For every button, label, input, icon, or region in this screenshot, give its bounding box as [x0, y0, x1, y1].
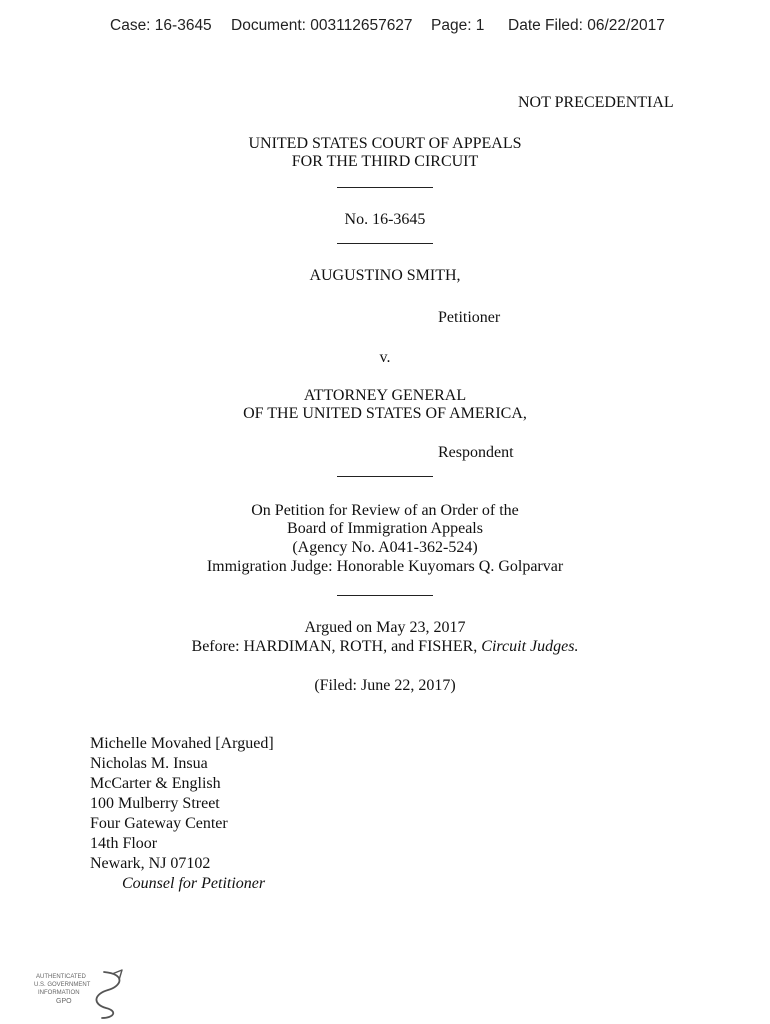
precedential-status: NOT PRECEDENTIAL — [518, 94, 674, 111]
immigration-judge: Immigration Judge: Honorable Kuyomars Q. Golparvar — [206, 558, 564, 575]
date-filed: Date Filed: 06/22/2017 — [508, 17, 665, 34]
docket-number: No. 16-3645 — [344, 211, 426, 228]
panel-line — [0, 637, 770, 657]
case-number: Case: 16-3645 — [110, 17, 212, 34]
separator-rule — [337, 595, 433, 596]
respondent-role: Respondent — [438, 444, 514, 461]
counsel-line: McCarter & English — [90, 775, 221, 792]
counsel-line: 14th Floor — [90, 835, 158, 852]
counsel-role: Counsel for Petitioner — [122, 875, 266, 892]
petitioner-name: AUGUSTINO SMITH, — [309, 267, 461, 284]
counsel-line: Newark, NJ 07102 — [90, 855, 211, 872]
counsel-line: Michelle Movahed [Argued] — [90, 735, 274, 752]
petitioner-role: Petitioner — [438, 309, 501, 326]
agency-number: (Agency No. A041-362-524) — [292, 539, 478, 556]
document-number: Document: 003112657627 — [231, 17, 413, 34]
seal-line3: INFORMATION — [38, 990, 80, 996]
argued-date: Argued on May 23, 2017 — [304, 619, 466, 636]
filed-date: (Filed: June 22, 2017) — [314, 677, 456, 694]
review-line2: Board of Immigration Appeals — [287, 520, 483, 537]
counsel-line: 100 Mulberry Street — [90, 795, 220, 812]
review-line1: On Petition for Review of an Order of the — [251, 502, 519, 519]
panel-judges: Before: HARDIMAN, ROTH, and FISHER, — [191, 638, 478, 655]
seal-line1: AUTHENTICATED — [36, 974, 86, 980]
court-name-line2: FOR THE THIRD CIRCUIT — [291, 153, 479, 170]
panel-title: Circuit Judges. — [481, 638, 579, 655]
page-number: Page: 1 — [431, 17, 485, 34]
respondent-line2: OF THE UNITED STATES OF AMERICA, — [243, 405, 527, 422]
respondent-line1: ATTORNEY GENERAL — [303, 387, 467, 404]
court-name-line1: UNITED STATES COURT OF APPEALS — [248, 135, 522, 152]
versus: v. — [379, 349, 391, 366]
counsel-line: Four Gateway Center — [90, 815, 228, 832]
separator-rule — [337, 187, 433, 188]
gpo-authenticated-seal-icon — [34, 968, 129, 1020]
separator-rule — [337, 243, 433, 244]
separator-rule — [337, 476, 433, 477]
counsel-block — [90, 734, 274, 894]
seal-line4: GPO — [56, 998, 72, 1005]
counsel-line: Nicholas M. Insua — [90, 755, 208, 772]
seal-line2: U.S. GOVERNMENT — [34, 982, 91, 988]
